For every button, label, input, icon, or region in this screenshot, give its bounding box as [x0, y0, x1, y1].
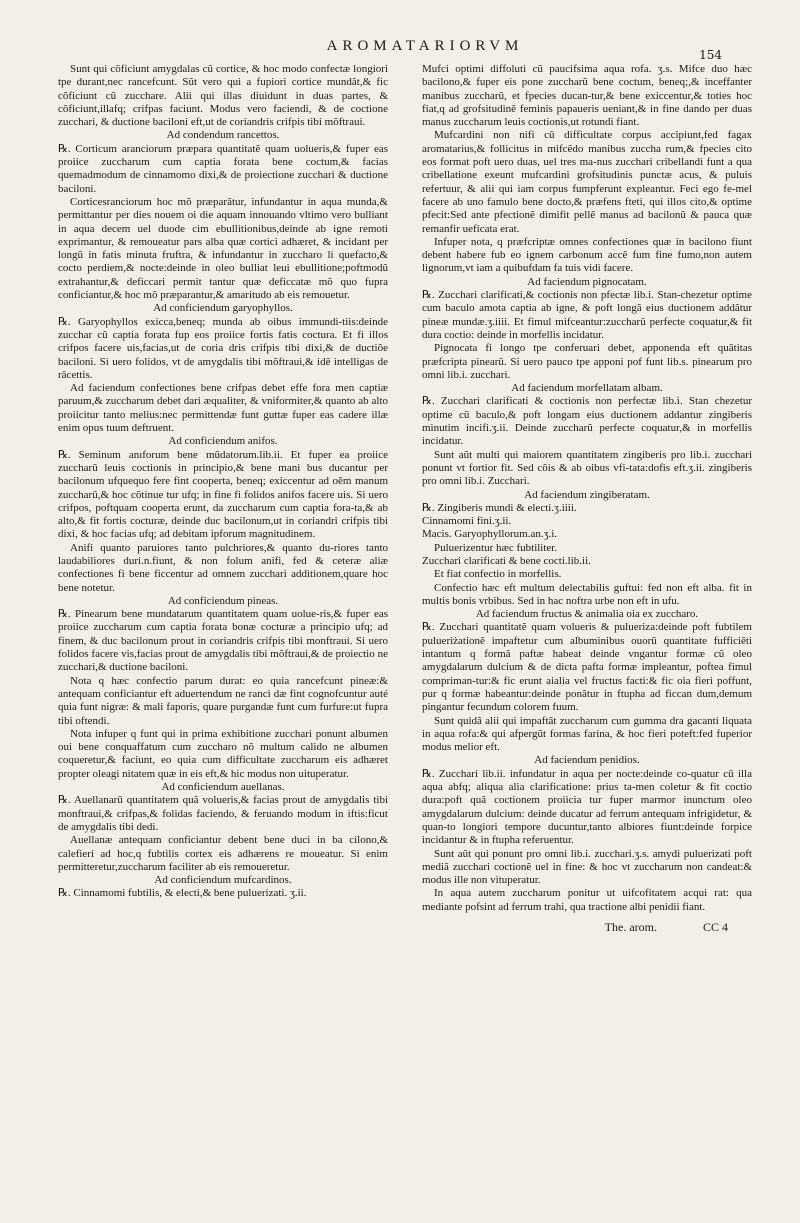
running-head: AROMATARIORVM: [326, 38, 524, 54]
text-paragraph: ℞. Auellanarũ quantitatem quã volueris,& facias prout de amygdalis tibi monftraui,& crifpas,& folidas faciendo, & feruando modum in iftis:ficut de amygdalis tibi dedi.: [58, 794, 388, 833]
recipe-heading: Ad faciendum fructus & animalia oia ex zuccharo.: [475, 608, 699, 621]
recipe-heading: Ad faciendum pignocatam.: [527, 275, 647, 288]
text-paragraph: In aqua autem zuccharum ponitur ut uifcofitatem acqui rat: qua mediante pofsint ad ferrum trahi, qua tractione albi penidii fiant.: [422, 887, 752, 913]
catchword: The. arom.: [604, 920, 657, 934]
text-paragraph: Corticesranciorum hoc mõ præparãtur, infundantur in aqua munda,& permittantur per dies nouem oi die aquam innouando vltimo vero bulliant in aqua decem uel duode cim ebullitionibus,deinde ab igne remoti exprimantur, & remoueatur pars alba quæ cortici adhæret, & incidant per longũ in fatis minuta fruftra, & infundantur in zuccharo li quefacto,& cocto perdiem,& nocte:deinde in oleo bulliat leui ebullitione;poftmodũ extrahantur,& deficcari permit tantur quæ deficcatæ mõ quo fupra conficiantur,& hoc mõ præparantur,& amaritudo ab eis remouetur.: [58, 195, 388, 302]
text-paragraph: Zucchari clarificati & bene cocti.lib.ii.: [422, 554, 591, 567]
recipe-heading: Ad conficiendum auellanas.: [161, 781, 285, 794]
text-paragraph: Confectio hæc eft multum delectabilis guftui: fed non eft alba. fit in multis bonis vrbibus. Sed in hac noftra urbe non eft in ufu.: [422, 581, 752, 607]
recipe-heading: Ad faciendum penidios.: [534, 754, 640, 767]
recipe-heading: Ad conficiendum mufcardinos.: [154, 874, 292, 887]
recipe-heading: Ad conficiendum garyophyllos.: [153, 302, 293, 315]
recipe-heading: Ad condendum rancettos.: [166, 129, 280, 142]
text-paragraph: Auellanæ antequam conficiantur debent bene duci in ba cilono,& calefieri ad hoc,q fubtilis cortex eis adhærens re moueatur. Si enim permitteretur,zuccharum faciliter ab eis remoueretur.: [58, 834, 388, 873]
text-paragraph: Nota infuper q funt qui in prima exhibitione zucchari ponunt albumen oui bene conquaffatum cum zuccharo nõ multum calido ne albumen coqueretur,& faciunt, eo quia cum difficultate zuccharum eis adhæret propter oleagi nitatem quæ in eis eft,& hic modus non uituperatur.: [58, 727, 388, 780]
text-paragraph: ℞. Zucchari lib.ii. infundatur in aqua per nocte:deinde co-quatur cũ illa aqua abfq; aliqua alia clarificatione: prius ta-men coletur & fit coctio dura:poft quã coctionem proiicia tur fuper marmor inunctum oleo amygdalarum dulcium: deinde ducatur ad ferrum antequam infrigidetur, & quan-to longiori tempore ducuntur,tanto albiores fiunt:deinde forpice incidantur & in ftupha referuentur.: [422, 767, 752, 847]
text-paragraph: Mufci optimi diffoluti cũ paucifsima aqua rofa. ʒ.s. Mifce duo hæc bacilono,& fuper eis pone zuccharũ bene coctum, beneq;,& inceffanter manibus zuccharũ, et fpecies ducan-tur,& bene exiccentur,& toties hoc fiat,q ad grofsitudinẽ feminis papaueris ueniant,& in fine dando per duas manus zuccharum leuis coctionis,ut rotundi fiant.: [422, 63, 752, 129]
text-paragraph: Sunt quidã alii qui impaftãt zuccharum cum gumma dra gacanti liquata in aqua rofa:& qui afpergũt formas farina, & hoc fieri poteft:fed fuperior modus melior eft.: [422, 714, 752, 754]
text-paragraph: Puluerizentur hæc fubtiliter.: [434, 541, 558, 554]
signature-mark: CC 4: [702, 920, 728, 934]
text-paragraph: Et fiat confectio in morfellis.: [434, 568, 562, 581]
recipe-heading: Ad conficiendum pineas.: [167, 594, 279, 607]
text-columns: [58, 63, 752, 914]
text-paragraph: Cinnamomi fini.ʒ.ii.: [422, 515, 512, 528]
recipe-heading: Ad conficiendum anifos.: [168, 435, 278, 448]
text-paragraph: ℞. Zucchari clarificati & coctionis non perfectæ lib.i. Stan chezetur optime cũ baculo,& poft longam eius ductionem addantur zingiberis minutim incifi.ʒ.ii. Deinde zuccharũ perfecte coquatur,& in morfellis incidatur.: [422, 395, 752, 448]
text-paragraph: ℞. Pinearum bene mundatarum quantitatem quam uolue-ris,& fuper eas proiice zuccharum cum captia forata bonæ cocturæ a principio ufq; ad finem, & duc bacilonum prout in coriandris crifpis tibi monftraui. Si uero folidos facere vis,facias prout de amygdalis tibi mõftraui,& de proiectio ne zucchari,& ductione baciloni.: [58, 608, 388, 674]
recipe-heading: Ad faciendum zingiberatam.: [524, 488, 650, 501]
left-column: [58, 63, 388, 914]
text-paragraph: ℞. Corticum aranciorum præpara quantitatẽ quam uolueris,& fuper eas proiice zuccharum cum captia forata bene coctum,& facias quemadmodum de cinnamomo dixi,& de proiectione zucchari & ductione baciloni.: [58, 142, 388, 195]
recipe-heading: Ad faciendum morfellatam albam.: [511, 382, 663, 395]
text-paragraph: Pignocata fi longo tpe conferuari debet, apponenda eft quãtitas præfcripta pinearũ. Si uero pauco tpe apponi pof funt lib.s. pinearum pro omni lib.i. zucchari.: [422, 342, 752, 381]
text-paragraph: ℞. Garyophyllos exicca,beneq; munda ab oibus immundi-tiis:deinde zucchar cũ captia forata fup eos proiice fortis fatis coctura. Et fi illos crifpos facere uis,facias,ut de coria dris crifpis tibi dixi,& de ductiõe baciloni. Si uero folidos, vt de amygdalis tibi mõftraui,& idẽ intelligas de răcettis.: [58, 315, 388, 381]
right-column: [422, 63, 752, 914]
text-paragraph: ℞. Cinnamomi fubtilis, & electi,& bene puluerizati. ʒ.ii.: [58, 887, 307, 900]
text-paragraph: Mufcardini non nifi cũ difficultate corpus accipiunt,fed fagax aromatarius,& follicitus in mifcẽdo manibus zuccha rum,& fpecies cito eos format poft uero duas, uel tres ma-nus zucchari cribellandi funt a qua cribellatione exeunt mufcardini grofsitudinis punctæ acus, & puluis refertuur, & alii qui iam corpus fumpferunt expleantur. Feci ego fe-mel facere ab uno famulo bene docto,& præfens fteti, qui illos cito,& optime pfecit:Sed ante pfectionẽ dimifit pellẽ manus ad bacilonũ & pauca quæ remanfir ueficata erat.: [422, 129, 752, 235]
text-paragraph: ℞. Zingiberis mundi & electi.ʒ.iiii.: [422, 501, 577, 514]
page-number: 154: [699, 48, 722, 62]
text-paragraph: Sunt aũt multi qui maiorem quantitatem zingiberis pro lib.i. zucchari ponunt vt fortior fit. Sed cõis & ab oibus vfi-tata:dofis eft.ʒ.ii. zingiberis pro omni lib.i. Zucchari.: [422, 448, 752, 488]
text-paragraph: ℞. Seminum anıforum bene mũdatorum.lib.ii. Et fuper ea proiice zuccharũ leuis coctionis in principio,& bene mani bus ducantur per bacilonum ufquequo fere fint cooperta, beneq; exiccentur ad oẽm manum zuccharũ,& hoc cõtinue tur ufq; in fine fi folidos anifos facere uis. Si uero crifpos, poftquam cooperta erunt, da zuccharum cum captia fora-ta,& ab alto,& fit fortis cocturæ, deinde duc bacilonum,ut in coriandri crifpis tibi dixi, & hoc facias ufq; ad debitam ipforum magnitudinem.: [58, 448, 388, 541]
text-paragraph: Infuper nota, q præfcriptæ omnes confectiones quæ in bacilono fiunt debent habere fub eo ignem carbonum accẽ fum fine fumo,non autem lignorum,vt iam a quibufdam fa tuis vidi facere.: [422, 235, 752, 275]
page-footer: [58, 920, 728, 935]
text-paragraph: Macis. Garyophyllorum.an.ʒ.i.: [422, 528, 558, 541]
text-paragraph: Anifi quanto paruiores tanto pulchriores,& quanto du-riores tanto laudabiliores duri.n.fiunt, & non folum anifi, fed & ceteræ aliæ confectiones fi bene ficcentur ad omnem zucchari additionem,quare hoc bene notetur.: [58, 541, 388, 594]
text-paragraph: Sunt qui cõficiunt amygdalas cũ cortice, & hoc modo confectæ longiori tpe durant,nec rancefcunt. Sũt vero qui a fupiori cortice mundãt,& fic cõficiunt cũ zucchare. Alii qui illas diuidunt in duas partes, & cõficiunt,illafq; crifpas faciunt. Modus vero faciendi, & de coctione zucchari, & ductione baciloni eft,ut de coriandris crifpis tibi mõftraui.: [58, 63, 388, 129]
text-paragraph: Nota q hæc confectio parum durat: eo quia rancefcunt pineæ:& antequam conficiantur eft aduertendum ne ranci dæ fint cognofcuntur auté quia funt nigræ: & mali faporis, quare purgandæ funt cum furfure:ut fupra tibi oftendi.: [58, 674, 388, 727]
text-paragraph: Ad faciendum confectiones bene crifpas debet effe fora men captiæ paruum,& zuccharum debet dari æqualiter, & vniformiter,& quanto ab alto proiicitur tanto melius:nec permittendæ funt guttæ fuper eas cadere illæ enim opus tuum deftruent.: [58, 382, 388, 435]
text-paragraph: Sunt aũt qui ponunt pro omni lib.i. zucchari.ʒ.s. amydi puluerizati poft mediã zucchari coctionẽ uel in fine: & hoc vt zuccharum non candeat:& modus ille non vituperatur.: [422, 847, 752, 887]
text-paragraph: ℞. Zucchari clarificati,& coctionis non pfectæ lib.i. Stan-chezetur optime cum baculo amota captia ab igne, & poft longã eius ductionem addãtur pineæ mundæ.ʒ.iiii. Et fimul mifceantur:zuccharũ perfecte coquatur,& fit dura coctio: deinde in morfellis incidatur.: [422, 289, 752, 341]
text-paragraph: ℞. Zucchari quantitatẽ quam volueris & pulueriza:deinde poft fubtilem pulueriżationẽ impaftetur cum albuminibus ouorũ quantitate fufficiẽti intantum q formã paftæ habeat deinde vngantur formæ cũ oleo amygdalarum dulcium & de dicta pafta formæ impleantur, poftea fimul compriman-tur:& fic erunt aialia vel fructus facti:& fic oia fieri poffunt, pur q formæ habeantur:deinde ponãtur in ftupha ad ficcan dum,demum pingantur fecundum colorem fuum.: [422, 621, 752, 714]
